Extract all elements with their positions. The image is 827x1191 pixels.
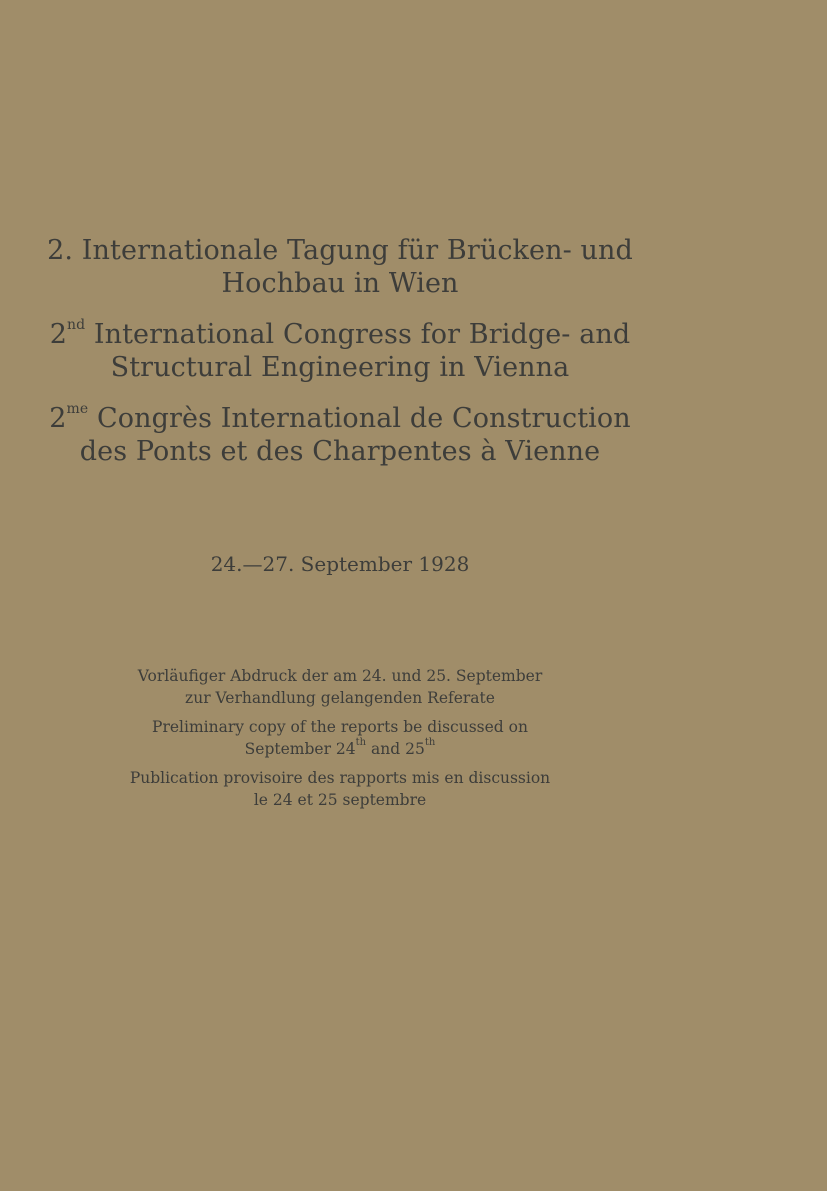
title-french-ordinal: 2	[49, 403, 67, 434]
title-french	[40, 402, 640, 468]
title-english-line-1	[40, 318, 640, 351]
title-english-line-1-text: International Congress for Bridge- and	[85, 319, 631, 350]
note-english-date-2-suffix: th	[424, 736, 436, 748]
note-german-line-2: zur Verhandlung gelangenden Referate	[185, 689, 495, 707]
title-english-line-2: Structural Engineering in Vienna	[110, 352, 570, 383]
note-english-line-2	[90, 738, 590, 760]
title-english-ordinal: 2	[49, 319, 67, 350]
title-english-ordinal-suffix: nd	[66, 317, 86, 333]
note-french-line-2: le 24 et 25 septembre	[253, 791, 427, 809]
title-english	[40, 318, 640, 384]
title-french-line-2: des Ponts et des Charpentes à Vienne	[79, 436, 601, 467]
note-english	[90, 716, 590, 760]
title-french-line-1-text: Congrès International de Construction	[88, 403, 631, 434]
title-german-line-1: 2. Internationale Tagung für Brücken- und	[47, 235, 633, 266]
note-german-line-1: Vorläufiger Abdruck der am 24. und 25. September	[137, 667, 543, 685]
title-french-ordinal-suffix: me	[66, 401, 89, 417]
title-german-line-2: Hochbau in Wien	[221, 268, 459, 299]
note-english-date-2: and 25	[366, 740, 425, 758]
note-french-line-1: Publication provisoire des rapports mis en discussion	[129, 769, 551, 787]
note-french	[90, 767, 590, 811]
note-english-date-1: September 24	[244, 740, 356, 758]
title-german	[40, 234, 640, 300]
note-german	[90, 665, 590, 709]
note-english-date-1-suffix: th	[355, 736, 367, 748]
note-english-line-1: Preliminary copy of the reports be discussed on	[152, 718, 528, 736]
congress-dates: 24.—27. September 1928	[210, 552, 470, 576]
title-french-line-1	[40, 402, 640, 435]
